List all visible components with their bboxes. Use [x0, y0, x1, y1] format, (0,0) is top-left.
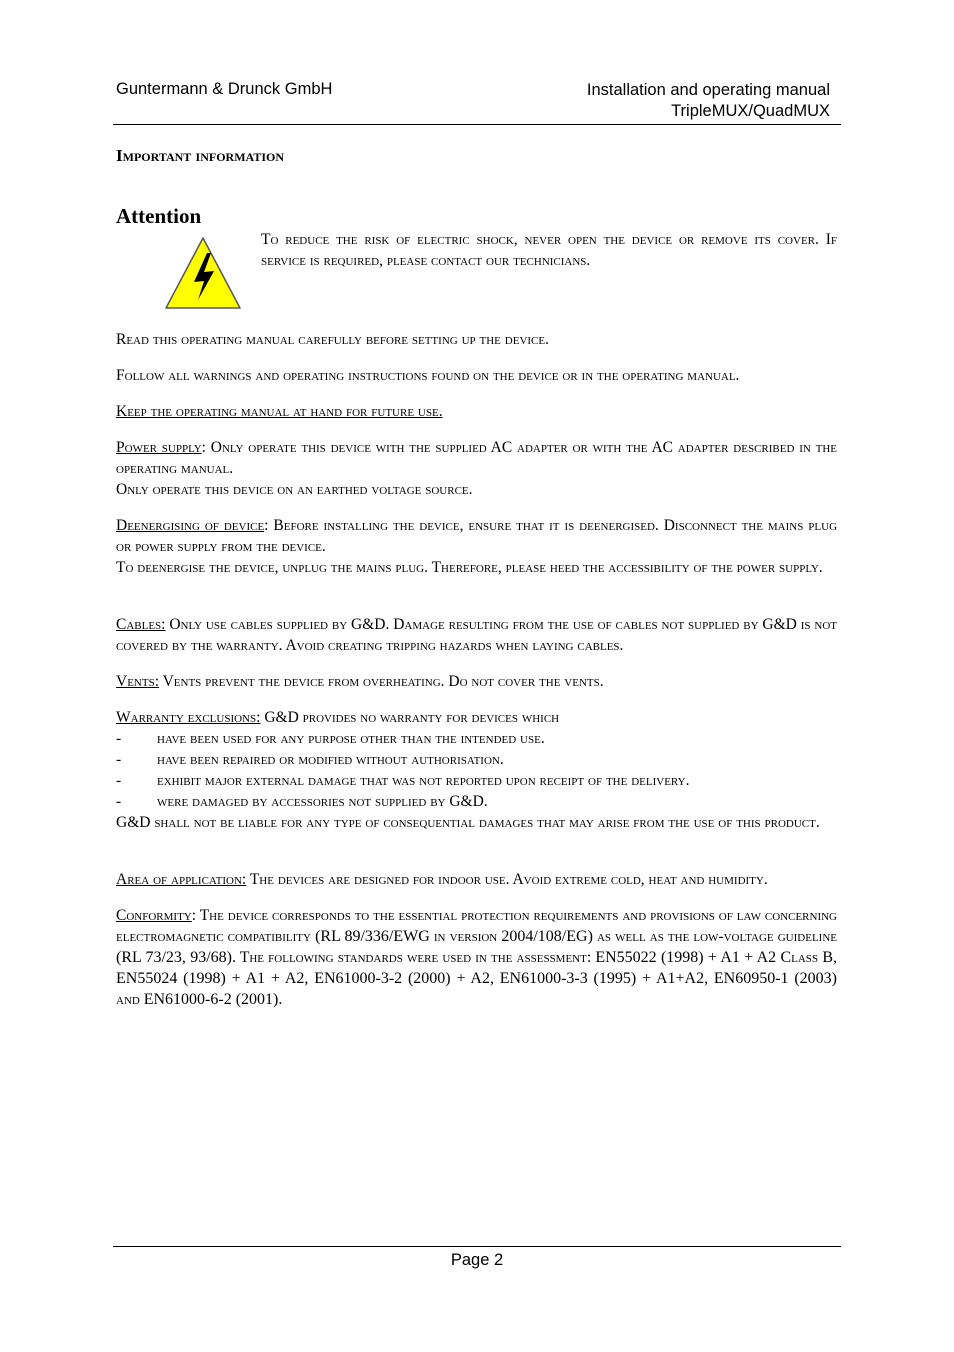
power-supply-block: [116, 437, 837, 500]
list-item: [116, 791, 837, 812]
list-item: [116, 749, 837, 770]
conformity-text-l: and: [116, 991, 144, 1008]
area-heading: Area of application:: [116, 871, 247, 888]
list-item-text: have been repaired or modified without authorisation.: [157, 751, 504, 768]
list-item: [116, 770, 837, 791]
conformity-text-j: B, EN55024 (1998) + A1 + A2, EN61000-3-2 (2000) + A2, EN61000-3-3 (1995) +: [116, 949, 837, 987]
high-voltage-warning-icon: [164, 236, 242, 310]
warranty-intro-text: G&D provides no warranty for devices which: [260, 709, 560, 726]
conformity-text-a: : The device corresponds to the essential protection requirements and provisions of law concerning electromagnetic compatibility: [116, 907, 837, 945]
conformity-text-c: in version: [429, 928, 502, 945]
conformity-text-i: lass: [791, 949, 819, 966]
follow-warnings-paragraph: Follow all warnings and operating instructions found on the device or in the operating manual.: [116, 367, 740, 384]
power-supply-text: : Only operate this device with the supplied AC adapter or with the AC adapter described in the operating manual.: [116, 439, 837, 477]
conformity-text-h: EN55022 (1998) + A1 + A2 C: [595, 949, 792, 966]
area-text: The devices are designed for indoor use. Avoid extreme cold, heat and humidity.: [246, 871, 768, 888]
header-manual-line2: TripleMUX/QuadMUX: [671, 102, 830, 120]
warranty-closing: G&D shall not be liable for any type of consequential damages that may arise from the use of this product.: [116, 814, 820, 831]
list-dash: -: [116, 751, 122, 768]
vents-text: Vents prevent the device from overheating. Do not cover the vents.: [159, 673, 604, 690]
conformity-text-f: (RL 73/23, 93/68).: [116, 949, 236, 966]
vents-heading: Vents:: [116, 673, 159, 690]
warranty-block: [116, 707, 837, 833]
conformity-text-g: The following standards were used in the assessment:: [235, 949, 596, 966]
conformity-text-m: EN61000-6-2 (2001).: [143, 991, 283, 1008]
footer-divider: [113, 1246, 841, 1247]
keep-manual-paragraph: Keep the operating manual at hand for future use.: [116, 403, 443, 420]
instructions-body: [116, 329, 837, 1010]
conformity-text-e: as well as the low-voltage guideline: [592, 928, 837, 945]
conformity-heading: Conformity: [116, 907, 192, 924]
power-supply-paragraph: [116, 437, 837, 479]
conformity-text-b: (RL 89/336/EWG: [315, 928, 430, 945]
list-item-text: exhibit major external damage that was not reported upon receipt of the delivery.: [157, 772, 690, 789]
cables-text: Only use cables supplied by G&D. Damage resulting from the use of cables not supplied by G&D is not covered by the warranty. Avoid creating tripping hazards when laying cables.: [116, 616, 837, 654]
deenergising-heading: Deenergising of device: [116, 517, 265, 534]
conformity-text-d: 2004/108/EG): [501, 928, 593, 945]
list-dash: -: [116, 730, 122, 747]
cables-heading: Cables:: [116, 616, 166, 633]
list-item-text: have been used for any purpose other than the intended use.: [157, 730, 545, 747]
warranty-heading: Warranty exclusions:: [116, 709, 261, 726]
power-supply-heading: Power supply: [116, 439, 202, 456]
read-manual-paragraph: Read this operating manual carefully before setting up the device.: [116, 331, 549, 348]
vents-paragraph: [116, 671, 837, 692]
cables-paragraph: [116, 614, 837, 656]
conformity-text-k: A1+A2, EN60950-1 (2003): [655, 970, 837, 987]
attention-title: Attention: [116, 204, 202, 228]
area-paragraph: [116, 869, 837, 890]
deenergising-paragraph: [116, 515, 837, 557]
header-company: Guntermann & Drunck GmbH: [116, 80, 333, 98]
deenergising-block: [116, 515, 837, 578]
list-item: [116, 728, 837, 749]
attention-text: To reduce the risk of electric shock, never open the device or remove its cover. If service is required, please contact our technicians.: [261, 231, 837, 269]
deenergising-unplug: To deenergise the device, unplug the mains plug. Therefore, please heed the accessibility of the power supply.: [116, 559, 823, 576]
conformity-paragraph: [116, 905, 837, 1010]
header-manual-line1: Installation and operating manual: [586, 81, 830, 99]
list-dash: -: [116, 793, 122, 810]
header-manual-title: [587, 80, 830, 122]
power-supply-earthed: Only operate this device on an earthed voltage source.: [116, 481, 473, 498]
warranty-intro: [116, 707, 837, 728]
page-number: Page 2: [450, 1251, 504, 1269]
deenergising-text: : Before installing the device, ensure that it is deenergised. Disconnect the mains plug or power supply from the device.: [116, 517, 838, 555]
list-dash: -: [116, 772, 122, 789]
section-title: Important information: [116, 146, 284, 165]
header-divider: [113, 124, 841, 125]
list-item-text: were damaged by accessories not supplied by G&D.: [157, 793, 488, 810]
